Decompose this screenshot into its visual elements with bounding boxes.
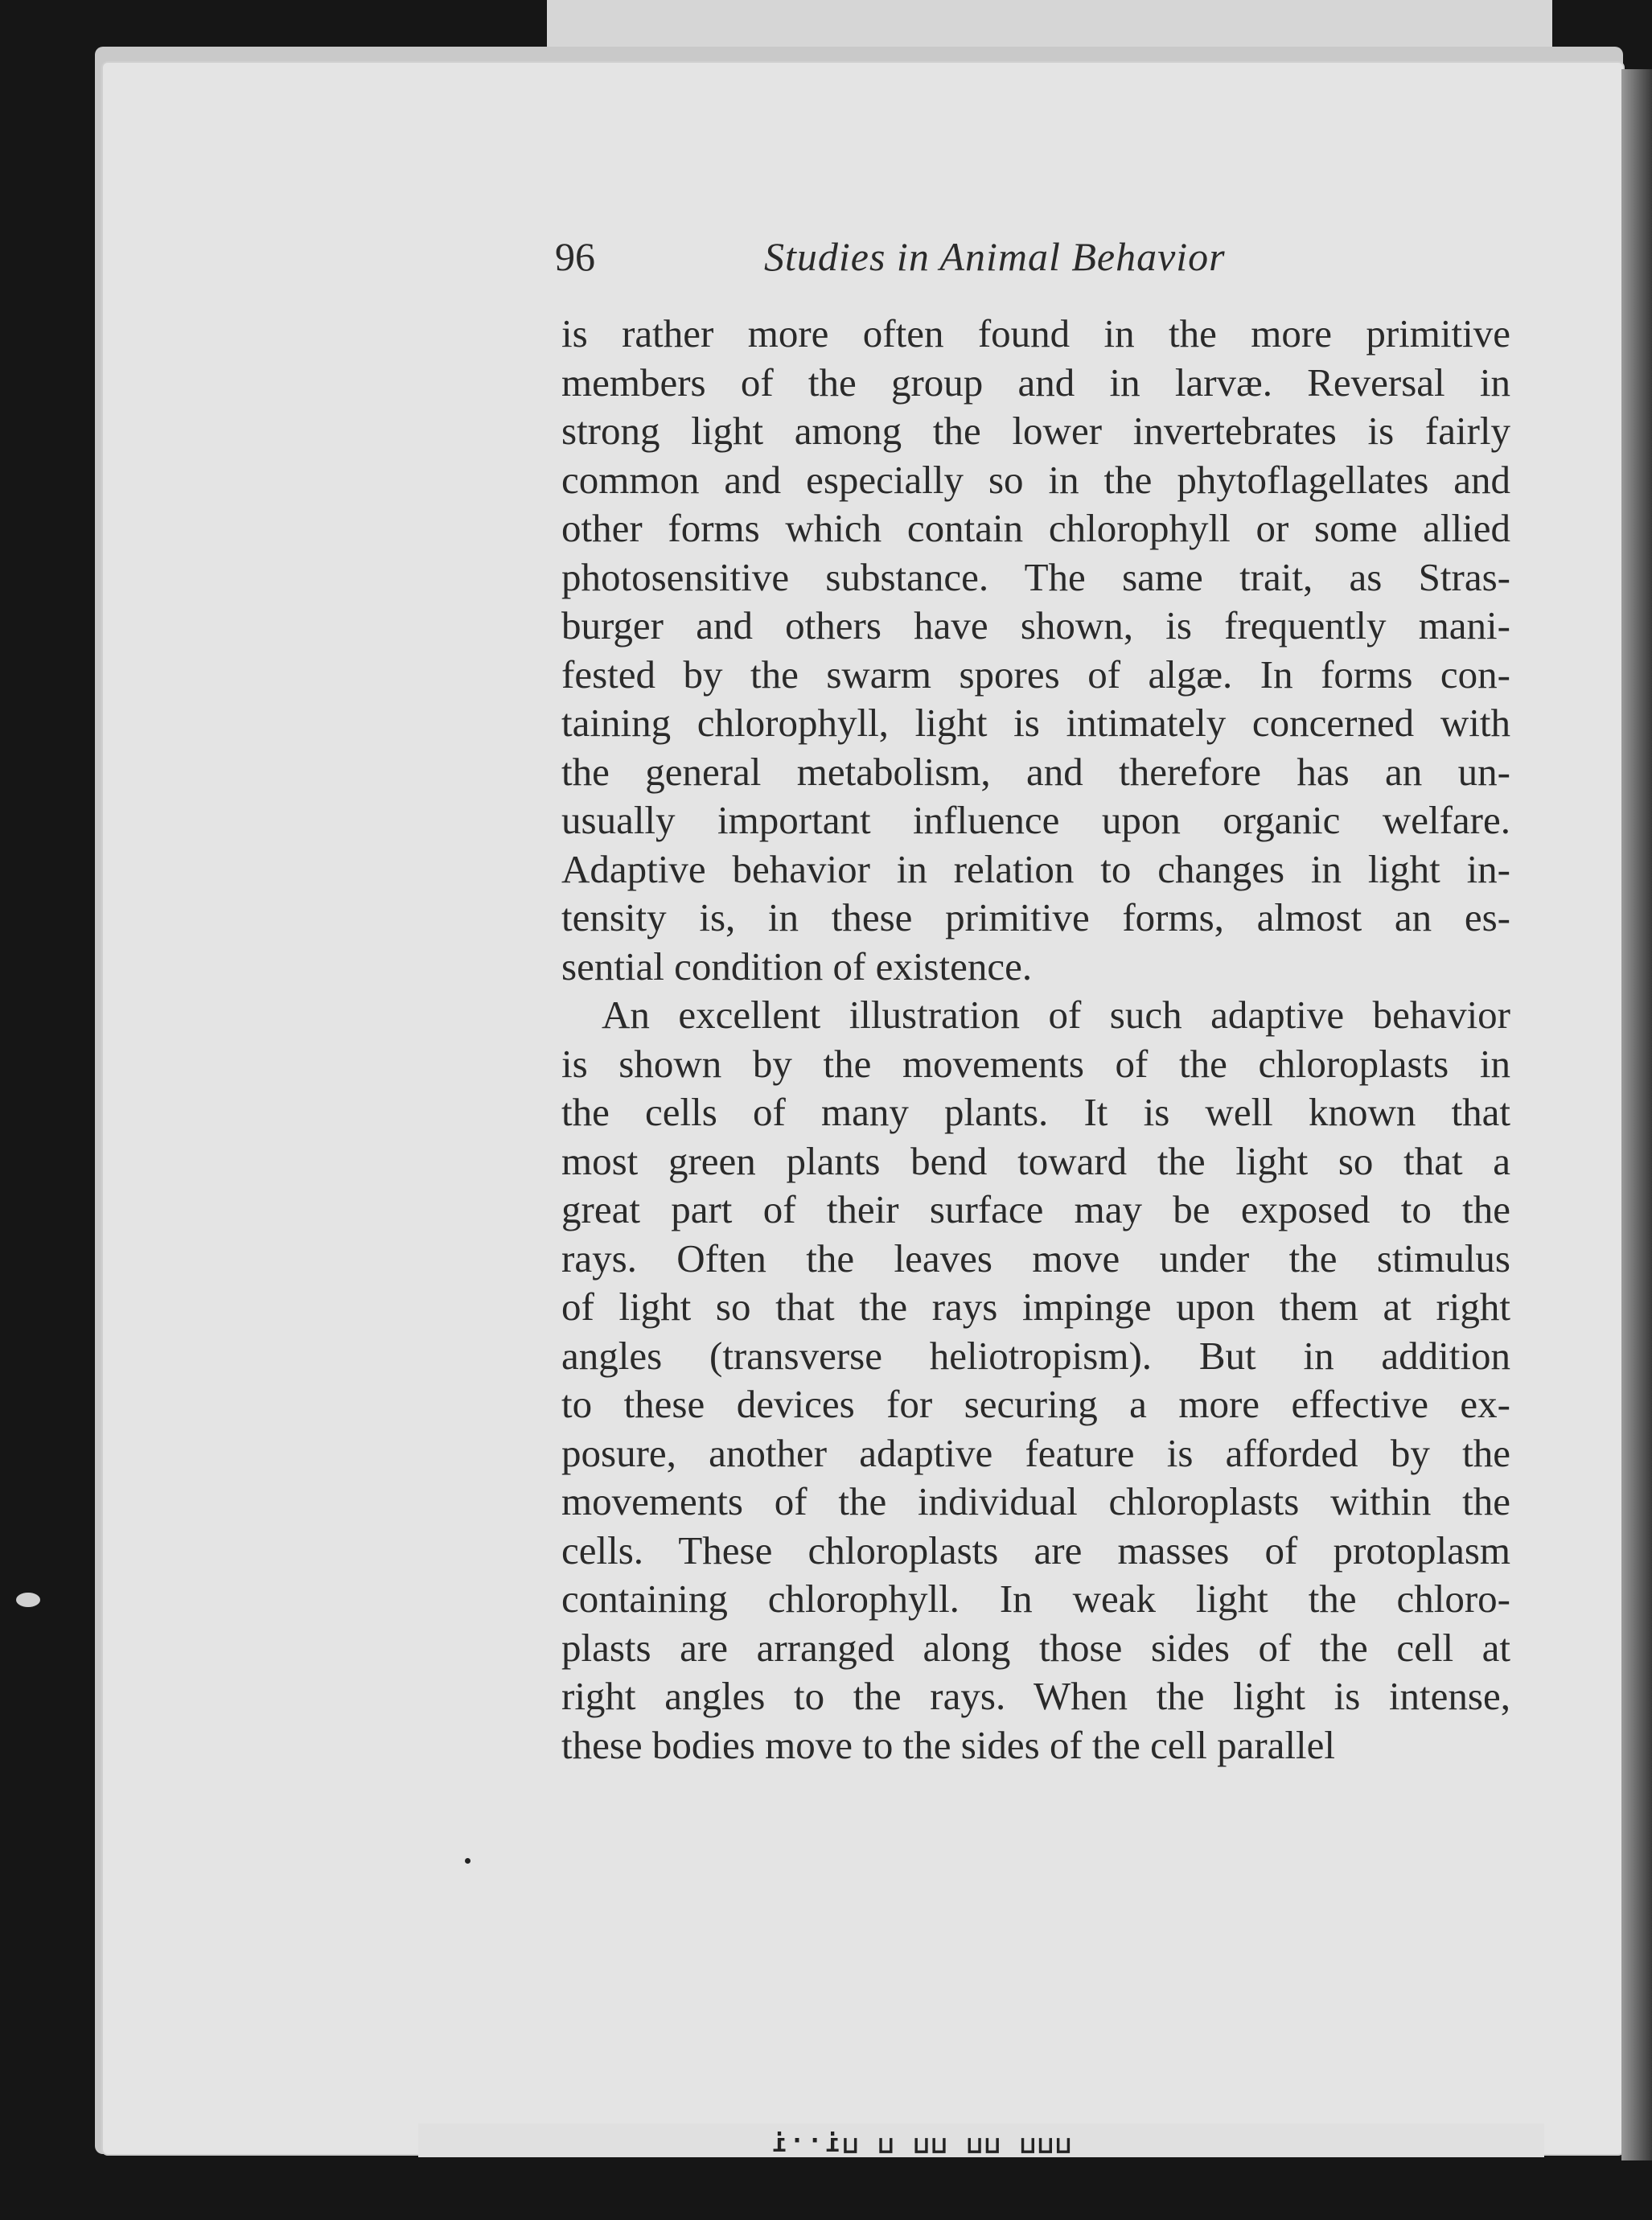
text-line: the cells of many plants. It is well known that [561, 1090, 1510, 1134]
text-line: tensity is, in these primitive forms, almost an es- [561, 895, 1510, 939]
paragraph [561, 310, 1510, 991]
text-line: usually important influence upon organic welfare. [561, 798, 1510, 842]
text-line: fested by the swarm spores of algæ. In forms con- [561, 652, 1510, 697]
text-line: rays. Often the leaves move under the stimulus [561, 1235, 1510, 1281]
text-line: angles (transverse heliotropism). But in addition [561, 1333, 1510, 1378]
text-line: photosensitive substance. The same trait, as Stras- [561, 554, 1510, 599]
text-line: is shown by the movements of the chloroplasts in [561, 1041, 1510, 1086]
text-line: burger and others have shown, is frequently mani- [561, 603, 1510, 648]
running-title: Studies in Animal Behavior [764, 234, 1226, 279]
text-line: sential condition of existence. [561, 944, 1033, 989]
page-right-edge-shadow [1621, 69, 1652, 2160]
text-line: right angles to the rays. When the light is intense, [561, 1674, 1510, 1718]
text-line: An excellent illustration of such adaptive behavior [602, 993, 1510, 1037]
text-line: Adaptive behavior in relation to changes in light in- [561, 846, 1510, 891]
running-head [555, 233, 1319, 282]
paragraph [561, 991, 1510, 1770]
text-line: to these devices for securing a more effective ex- [561, 1382, 1510, 1426]
body-text [561, 310, 1510, 1770]
text-line: movements of the individual chloroplasts within the [561, 1479, 1510, 1523]
page-number: 96 [555, 234, 595, 279]
film-frame-code: ᴉ..ᴉ⊓ ⊓ ⊓⊓ ⊓⊓ ⊓⊓⊓ [772, 2132, 1075, 2160]
text-line: containing chlorophyll. In weak light the chloro- [561, 1577, 1510, 1621]
text-line: of light so that the rays impinge upon them at right [561, 1285, 1510, 1329]
text-line: the general metabolism, and therefore has an un- [561, 749, 1510, 794]
text-line: great part of their surface may be exposed to the [561, 1187, 1510, 1231]
text-line: other forms which contain chlorophyll or some allied [561, 506, 1510, 550]
text-line: plasts are arranged along those sides of the cell at [561, 1625, 1510, 1670]
text-line: these bodies move to the sides of the cell parallel [561, 1722, 1336, 1767]
text-line: strong light among the lower invertebrates is fairly [561, 409, 1510, 453]
film-speck [465, 1858, 471, 1864]
text-line: members of the group and in larvæ. Reversal in [561, 360, 1510, 405]
text-line: posure, another adaptive feature is afforded by the [561, 1430, 1510, 1475]
text-line: common and especially so in the phytoflagellates and [561, 457, 1510, 502]
top-film-strip [547, 0, 1552, 48]
text-line: most green plants bend toward the light so that a [561, 1138, 1510, 1183]
text-line: is rather more often found in the more primitive [561, 311, 1510, 356]
film-speck [16, 1593, 40, 1607]
text-line: taining chlorophyll, light is intimately concerned with [561, 701, 1510, 745]
text-line: cells. These chloroplasts are masses of protoplasm [561, 1527, 1510, 1572]
